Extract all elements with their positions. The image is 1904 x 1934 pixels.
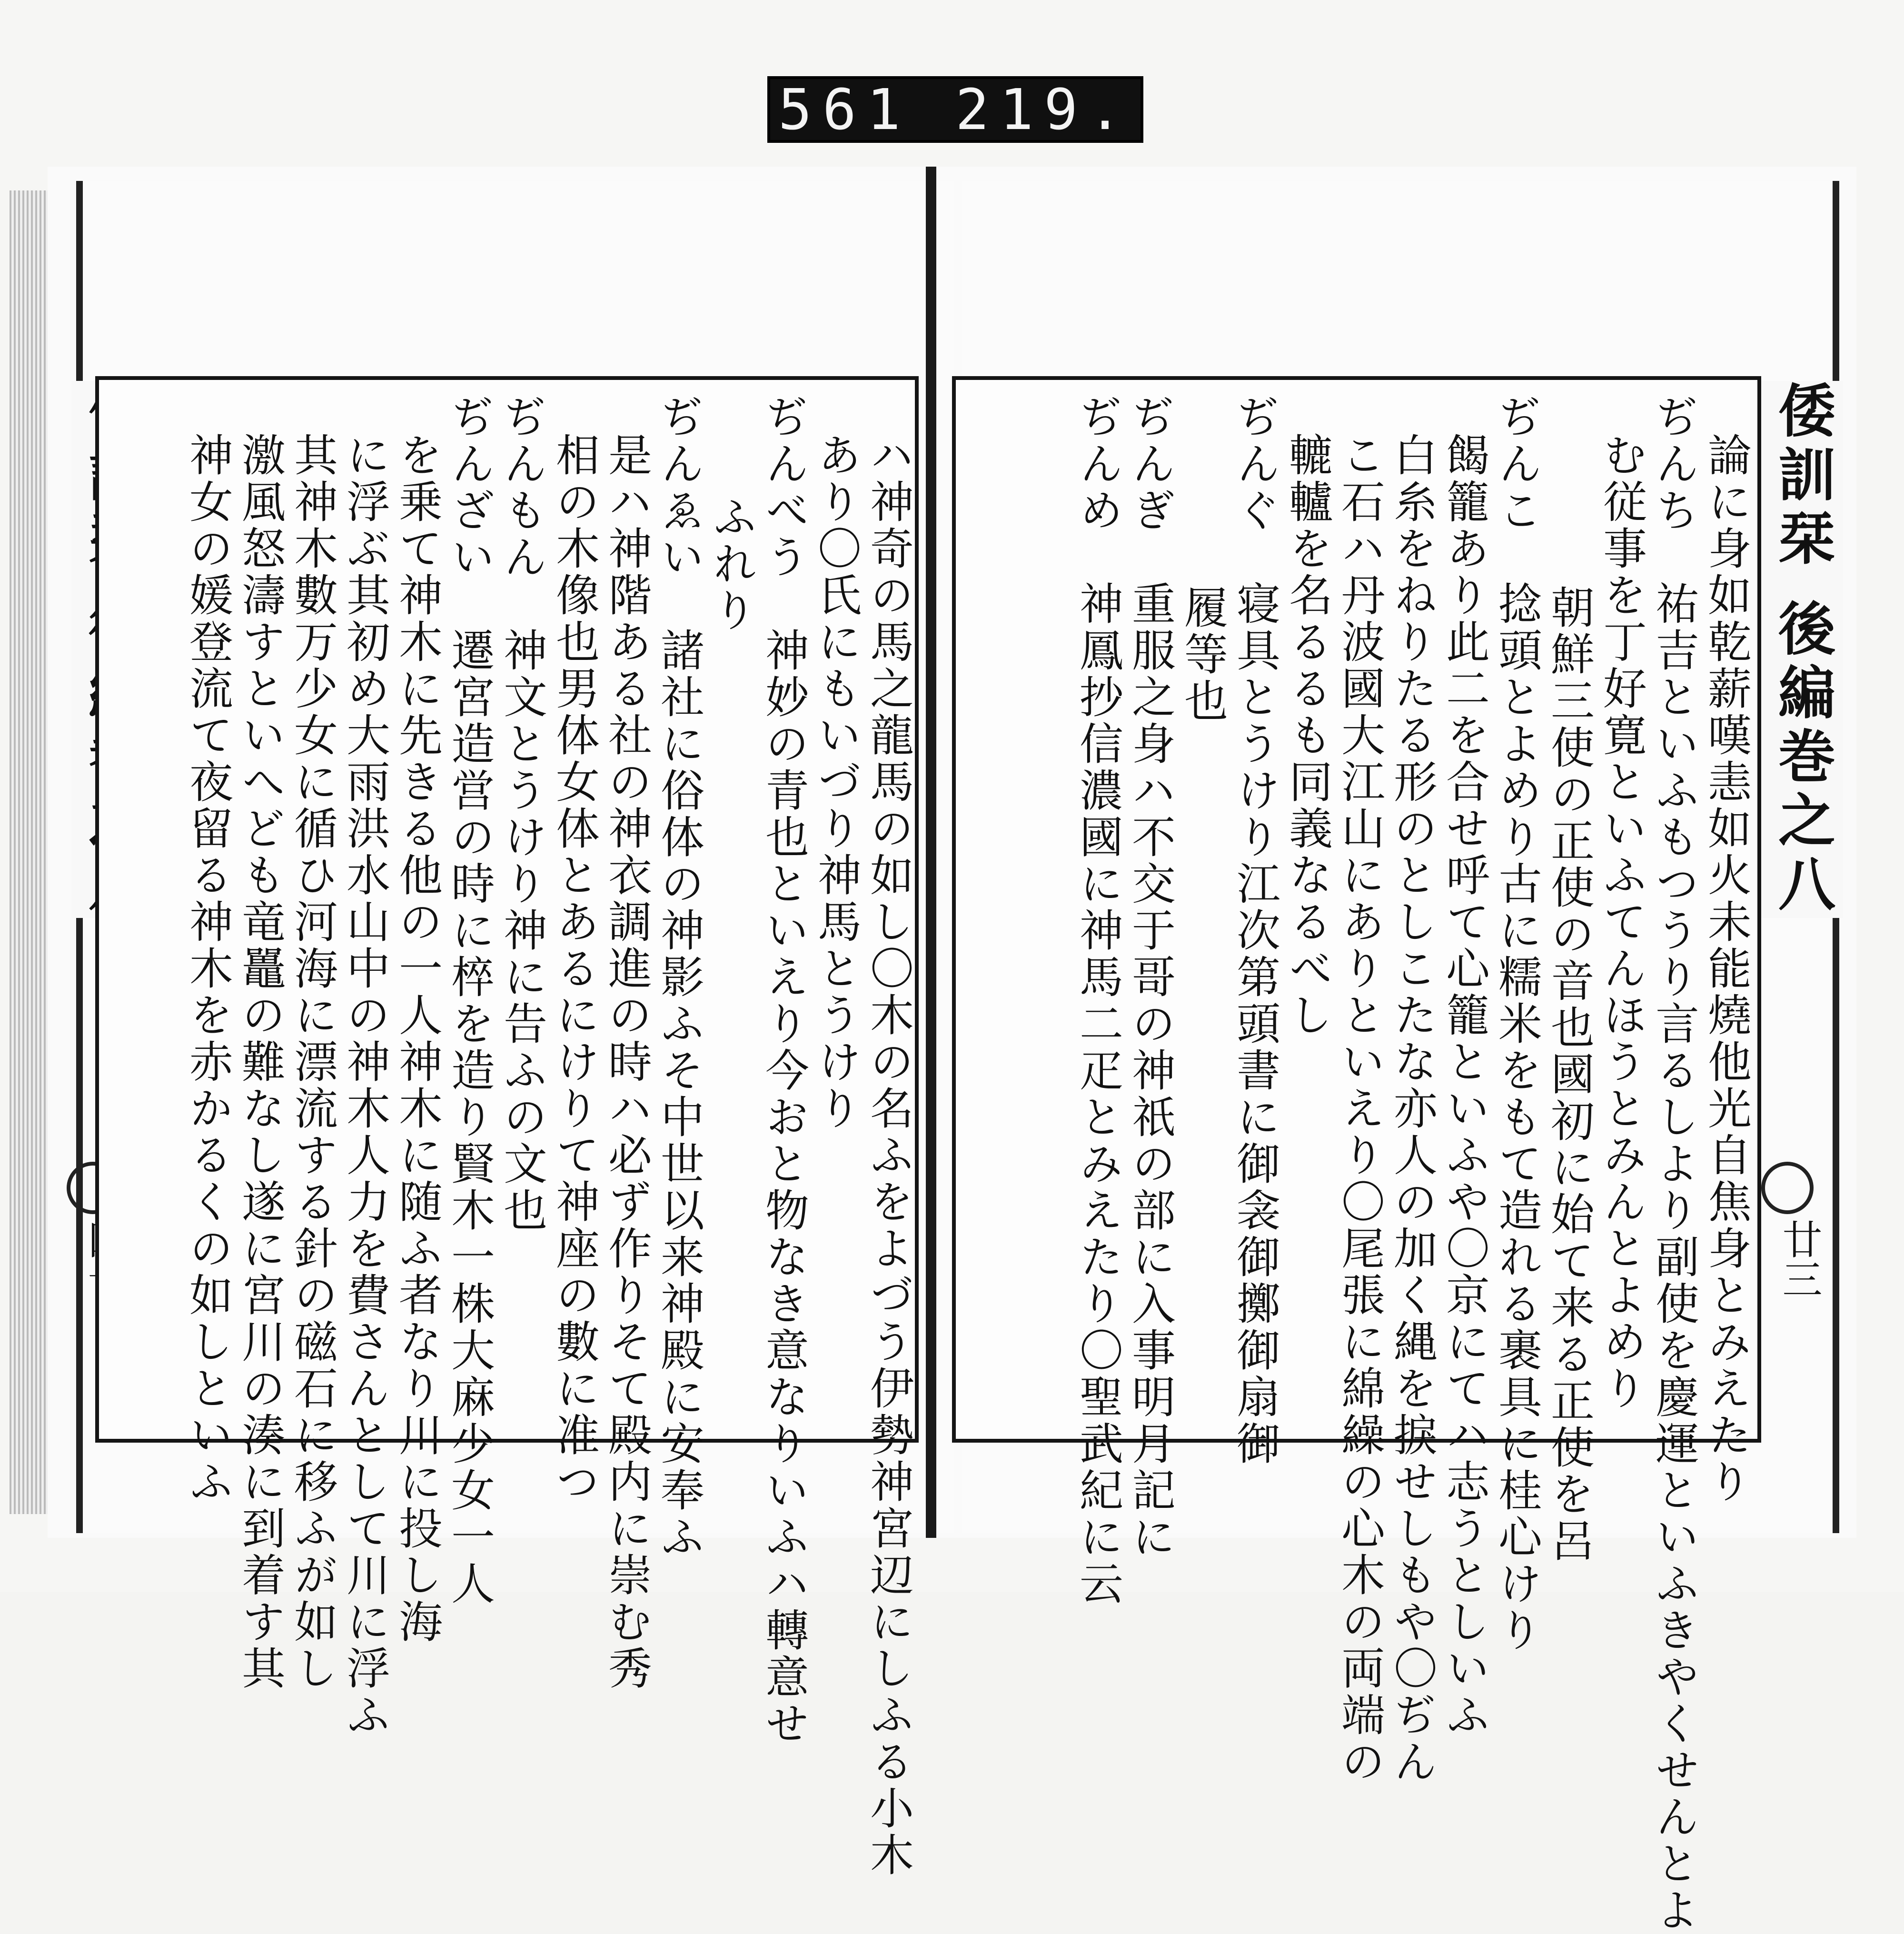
right-column-13: ぢんめ 神鳳抄信濃國に神馬二疋とみえたり〇聖武紀に云 xyxy=(1072,394,1123,1607)
left-column-1: ハ神奇の馬之龍馬の如し〇木の名ふをよづう伊勢神宮辺にしふる小木 xyxy=(863,432,914,1879)
left-column-2: あり〇氏にもいづり神馬とうけり xyxy=(811,432,862,1132)
right-column-10: ぢんぐ 寝具とうけり江次第頭書に御衾御擲御扇御 xyxy=(1230,394,1280,1467)
left-column-14: 神女の媛登流て夜留る神木を赤かるくの如しといふ xyxy=(182,432,233,1505)
right-column-8: こ石ハ丹波國大江山にありといえり〇尾張に綿繰の心木の両端の xyxy=(1334,432,1385,1785)
right-column-4: 朝鮮三使の正使の音也國初に始て来る正使を呂 xyxy=(1544,585,1595,1565)
left-column-11: に浮ぶ其初め大雨洪水山中の神木人力を費さんとして川に浮ふ xyxy=(339,432,390,1739)
left-column-13: 激風怒濤すといへども竜鼉の難なし遂に宮川の湊に到着す其 xyxy=(235,432,286,1692)
right-text-frame xyxy=(952,376,1761,1934)
book-gutter xyxy=(926,167,936,1538)
microfilm-reel-label: 561 219. xyxy=(767,76,1143,143)
right-page-title: 倭訓栞 後編巻之八 xyxy=(1761,381,1843,918)
left-column-10: を乗て神木に先きる他の一人神木に随ふ者なり川に投し海 xyxy=(392,432,443,1645)
left-column-9: ぢんざい 遷宮造営の時に椊を造り賢木一株大麻少女一人 xyxy=(444,394,495,1607)
left-column-8: ぢんもん 神文とうけり神に告ふの文也 xyxy=(496,394,547,1234)
right-column-12: ぢんぎ 重服之身ハ不交于哥の神祇の部に入事明月記に xyxy=(1125,394,1176,1561)
right-column-5: ぢんこ 捻頭とよめり古に糯米をもて造れる裹具に桂心けり xyxy=(1491,394,1542,1654)
left-column-12: 其神木數万少女に循ひ河海に漂流する針の磁石に移ふが如し xyxy=(287,432,338,1692)
left-column-6: 是ハ神階ある社の神衣調進の時ハ必ず作りそて殿内に崇む秀 xyxy=(601,432,652,1692)
left-column-7: 相の木像也男体女体とあるにけりて神座の數に准つ xyxy=(549,432,600,1505)
right-column-1: 論に身如乾薪嘆恚如火未能燒他光自焦身とみえたり xyxy=(1701,432,1752,1505)
right-column-3: む従事を丁好寛といふてんほうとみんとよめり xyxy=(1596,432,1647,1412)
right-page-circle-mark xyxy=(1761,1162,1814,1214)
right-page-folio: 廿三 xyxy=(1776,1219,1823,1299)
left-column-3: ぢんべう 神妙の青也といえり今おと物なき意なりいふハ轉意せ xyxy=(758,394,809,1747)
left-column-4: ふれり xyxy=(706,494,757,634)
right-column-6: 餲籠あり此二を合せ呼て心籠といふや〇京にてハ志うとしいふ xyxy=(1439,432,1490,1739)
right-column-2: ぢんち 祐吉といふもつうり言るしより副使を慶運といふきやくせんとよ xyxy=(1648,394,1699,1934)
left-column-5: ぢんゑい 諸社に俗体の神影ふそ中世以来神殿に安奉ふ xyxy=(654,394,704,1561)
right-column-9: 轆轤を名るるも同義なるべし xyxy=(1282,432,1333,1039)
right-column-7: 白糸をねりたる形のとしこたな亦人の加く縄を捩せしもや〇ぢん xyxy=(1387,432,1438,1785)
right-column-11: 履等也 xyxy=(1177,585,1228,725)
left-text-frame xyxy=(95,376,919,1879)
